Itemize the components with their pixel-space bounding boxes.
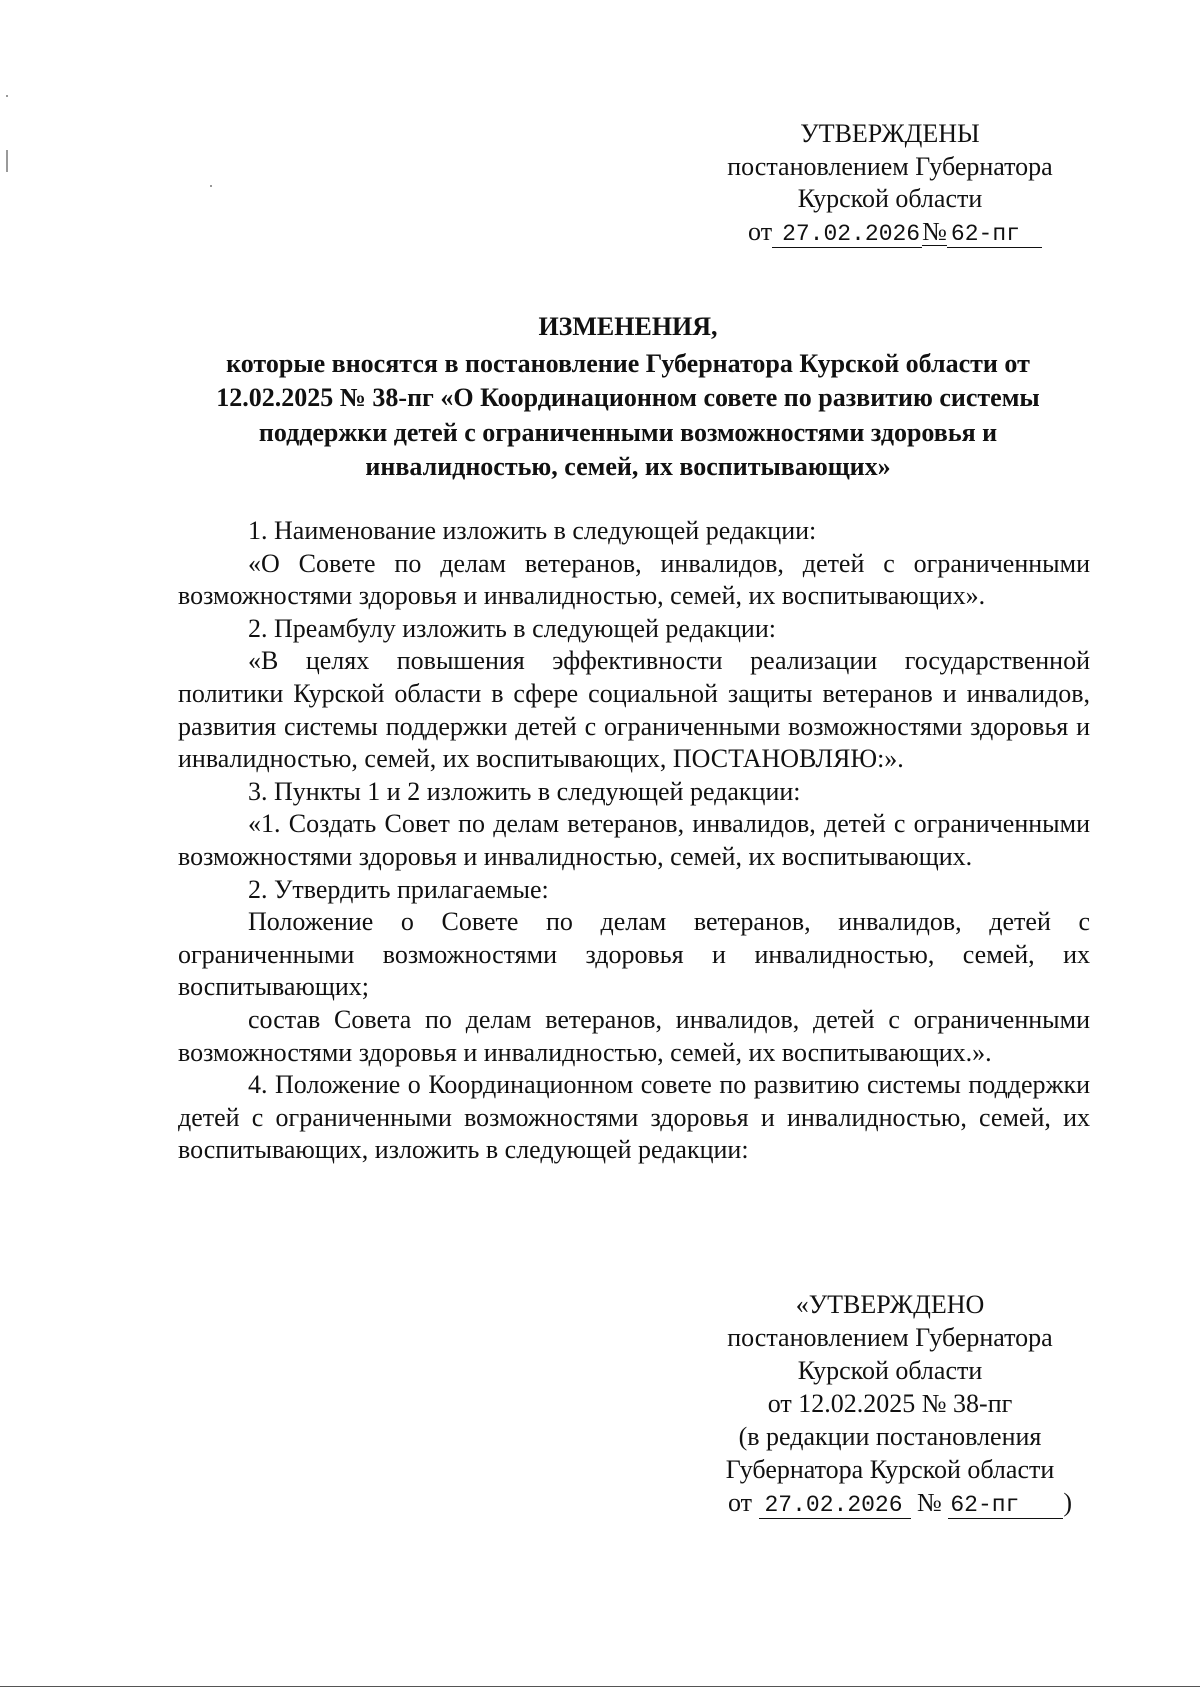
scan-artifact-dot	[6, 95, 8, 97]
document-title: ИЗМЕНЕНИЯ,	[538, 312, 718, 341]
paragraph: 4. Положение о Координационном совете по развитию системы поддержки детей с ограниченными возможностями здоровья и инвалидностью, семей, их воспитывающих, изложить в следующей редакции:	[178, 1070, 1090, 1165]
approval-date-line	[690, 216, 1090, 249]
document-body	[178, 515, 1090, 1167]
document-subtitle: которые вносятся в постановление Губернатора Курской области от 12.02.2025 № 38-пг «О Координационном совете по развитию системы поддержки детей с ограниченными возможностями здоровья и инвалидностью, семей, их воспитывающих»	[216, 348, 1040, 481]
approval-date: 27.02.2026	[772, 221, 922, 248]
approval-number: 62-пг	[948, 1492, 1063, 1519]
scan-artifact-mark	[6, 150, 8, 172]
approval-title: «УТВЕРЖДЕНО	[795, 1290, 985, 1319]
approval-title: УТВЕРЖДЕНЫ	[800, 119, 980, 148]
scan-artifact-dot	[210, 185, 212, 187]
paragraph: Положение о Совете по делам ветеранов, инвалидов, детей с ограниченными возможностями здоровья и инвалидностью, семей, их воспитывающих;	[178, 907, 1090, 1002]
approval-date: 27.02.2026	[759, 1492, 911, 1519]
approval-stamp-bottom	[690, 1288, 1090, 1519]
approval-authority: постановлением Губернатора	[727, 151, 1053, 181]
document-heading	[170, 310, 1086, 485]
paragraph: «1. Создать Совет по делам ветеранов, инвалидов, детей с ограниченными возможностями здоровья и инвалидностью, семей, их воспитывающих.	[178, 809, 1090, 871]
approval-original-date: от 12.02.2025 № 38-пг	[767, 1389, 1013, 1418]
paragraph: 1. Наименование изложить в следующей редакции:	[248, 516, 817, 545]
date-prefix: от	[727, 1488, 752, 1517]
approval-stamp-top	[690, 118, 1090, 248]
scan-artifact-line	[0, 1686, 1200, 1687]
approval-revision-authority: Губернатора Курской области	[725, 1455, 1055, 1484]
number-sign: №	[917, 1488, 942, 1517]
paragraph: «В целях повышения эффективности реализации государственной политики Курской области в сфере социальной защиты ветеранов и инвалидов, развития системы поддержки детей с ограниченными возможностями здоровья и инвалидностью, семей, их воспитывающих, ПОСТАНОВЛЯЮ:».	[178, 646, 1090, 774]
approval-date-line	[690, 1486, 1090, 1519]
approval-authority: постановлением Губернатора	[727, 1323, 1053, 1352]
paragraph: «О Совете по делам ветеранов, инвалидов, детей с ограниченными возможностями здоровья и инвалидностью, семей, их воспитывающих».	[178, 548, 1090, 611]
paragraph: 3. Пункты 1 и 2 изложить в следующей редакции:	[248, 776, 801, 806]
paragraph: состав Совета по делам ветеранов, инвалидов, детей с ограниченными возможностями здоровья и инвалидностью, семей, их воспитывающих.».	[178, 1004, 1090, 1067]
approval-region: Курской области	[797, 184, 983, 213]
paragraph: 2. Утвердить прилагаемые:	[248, 874, 549, 904]
approval-region: Курской области	[797, 1356, 983, 1385]
date-prefix: от	[748, 216, 773, 246]
closing-paren: )	[1063, 1488, 1073, 1517]
approval-revision-note: (в редакции постановления	[738, 1422, 1042, 1451]
approval-number: 62-пг	[947, 221, 1042, 248]
paragraph: 2. Преамбулу изложить в следующей редакции:	[248, 613, 776, 643]
number-sign: №	[922, 216, 947, 246]
